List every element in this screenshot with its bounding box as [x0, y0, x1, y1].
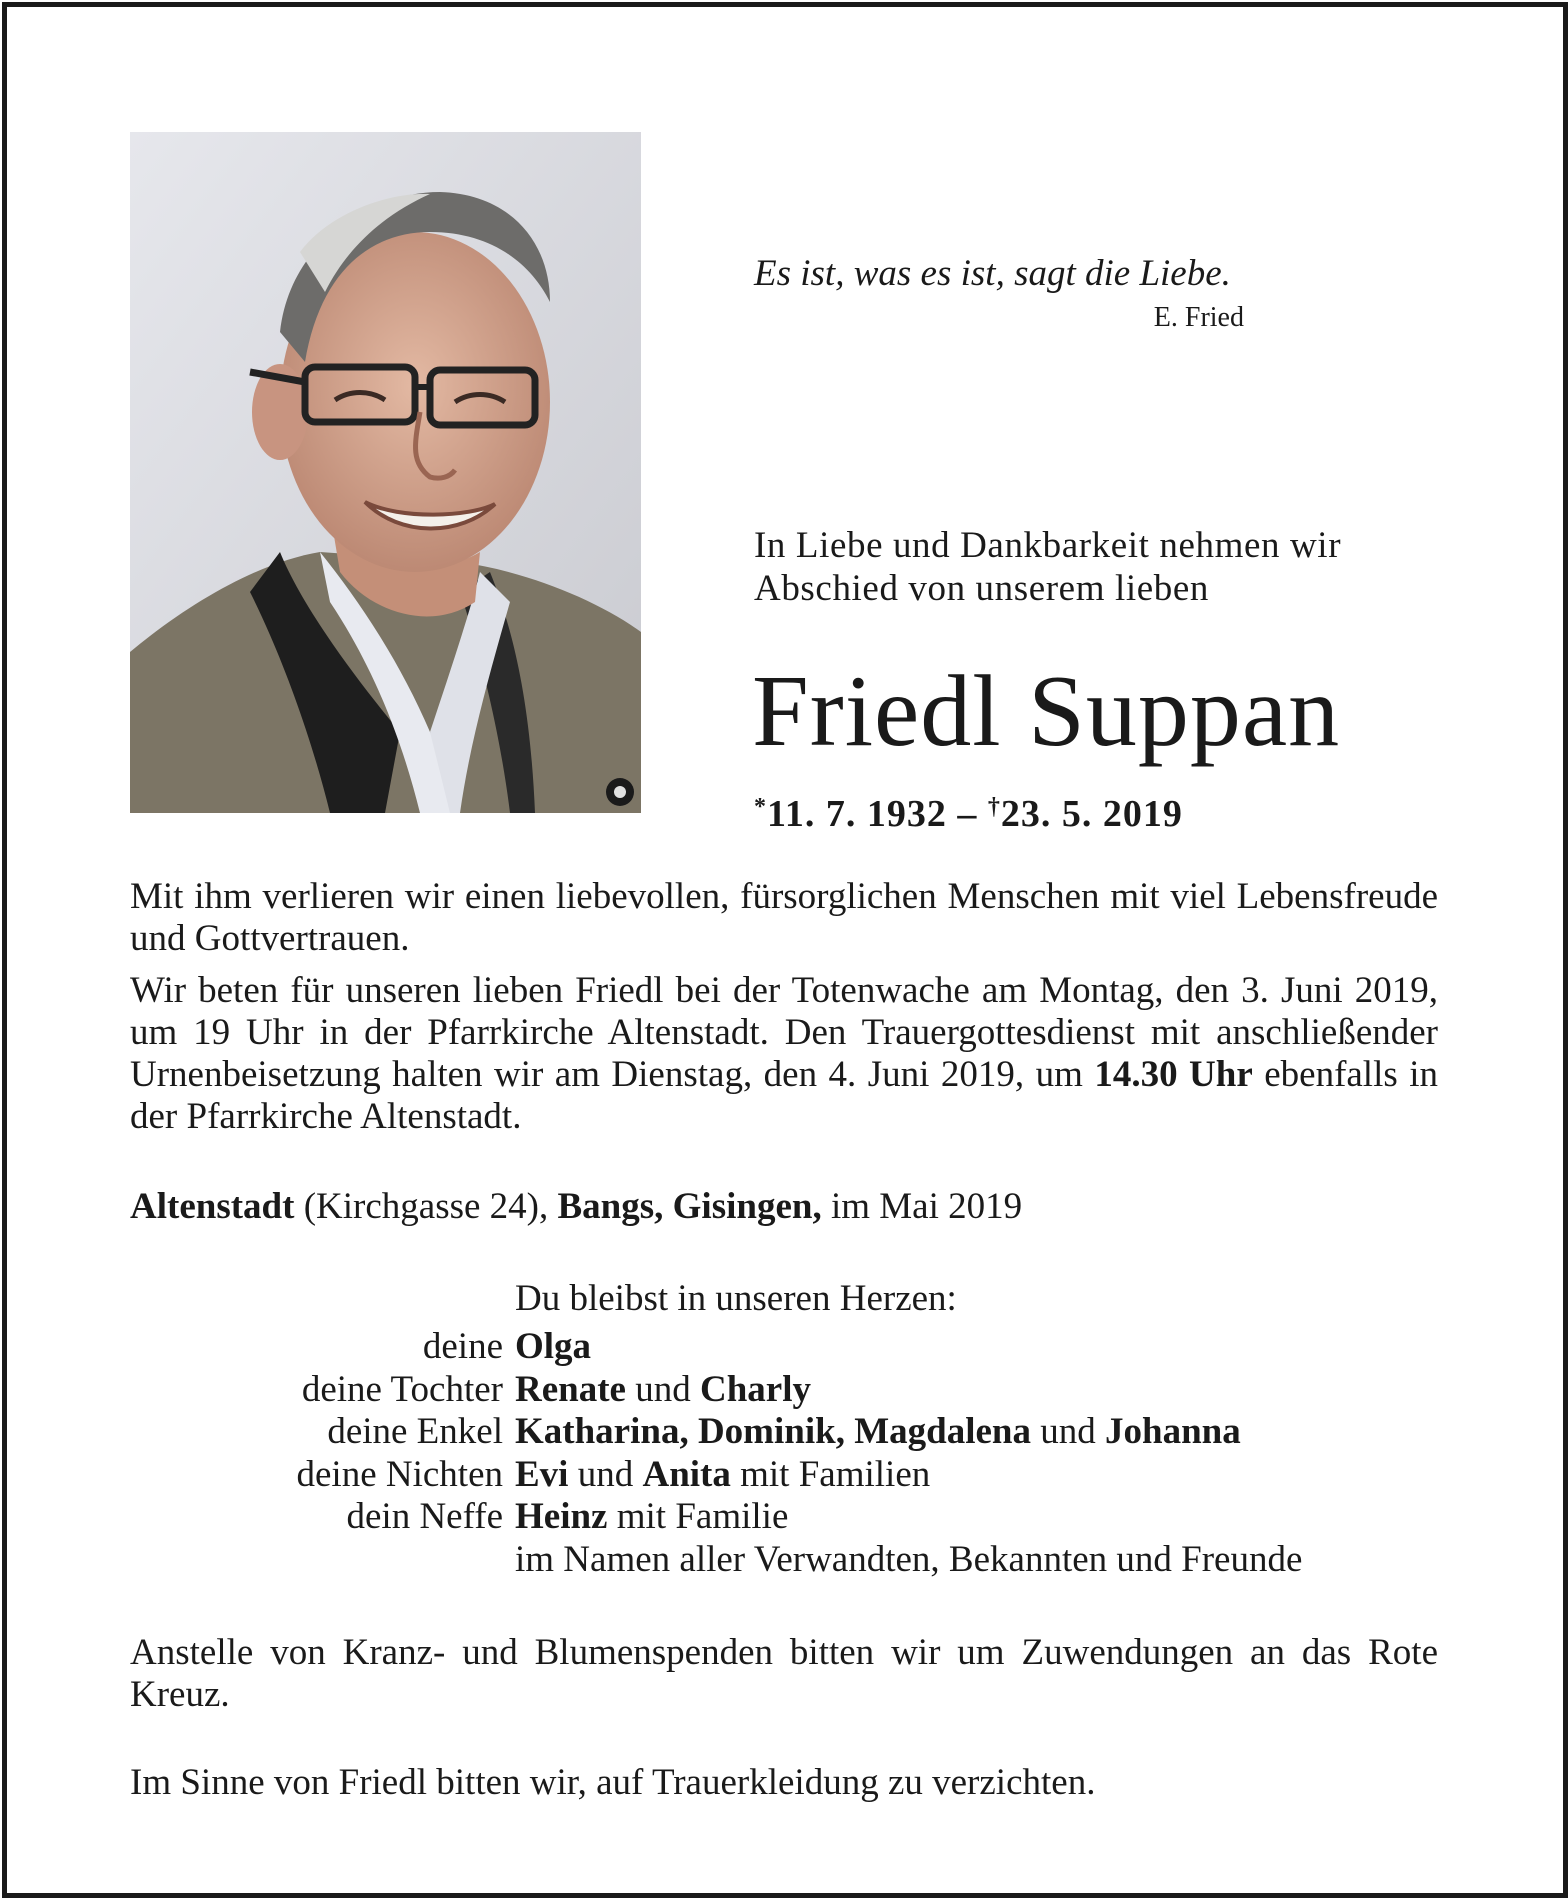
birth-date: 11. 7. 1932	[767, 793, 947, 835]
mourner-row	[130, 1326, 1450, 1369]
paragraph-services	[130, 970, 1438, 1138]
mourner-relation: deine Tochter	[301, 1368, 503, 1410]
place-address: (Kirchgasse 24),	[294, 1186, 558, 1227]
mourner-name: Anita	[642, 1453, 731, 1495]
mourner-name: Johanna	[1105, 1411, 1241, 1452]
mourner-connector: und	[568, 1453, 643, 1495]
death-date: 23. 5. 2019	[1000, 793, 1183, 835]
mourners-list	[130, 1326, 1450, 1581]
mourner-names	[515, 1326, 1450, 1369]
mourner-name: Charly	[699, 1368, 811, 1410]
mourner-connector: und	[1031, 1411, 1105, 1452]
intro-text	[754, 524, 1444, 610]
mourner-row	[130, 1539, 1450, 1582]
mourner-names	[515, 1454, 1450, 1497]
mourner-row	[130, 1411, 1450, 1454]
mourner-row	[130, 1454, 1450, 1497]
mourner-relation: deine Enkel	[327, 1411, 503, 1452]
mourner-name: Heinz	[515, 1496, 608, 1537]
mourner-name: Renate	[515, 1368, 626, 1410]
life-dates	[754, 784, 1183, 837]
place-others: Bangs, Gisingen,	[557, 1186, 822, 1227]
place-and-date	[130, 1186, 1438, 1228]
services-text-after: ebenfalls in der Pfarrkirche Altenstadt.	[130, 1054, 1439, 1137]
mourner-relation: dein Neffe	[346, 1496, 503, 1537]
closing-attire: Im Sinne von Friedl bitten wir, auf Trauerkleidung zu verzichten.	[130, 1762, 1096, 1803]
mourner-relation: deine	[422, 1326, 503, 1367]
quote-block	[754, 248, 1244, 334]
intro-line-1: In Liebe und Dankbarkeit nehmen wir	[754, 525, 1342, 566]
closing-donation: Anstelle von Kranz- und Blumenspenden bitten wir um Zuwendungen an das Rote Kreuz.	[130, 1632, 1438, 1715]
place-date: im Mai 2019	[821, 1186, 1023, 1227]
quote-author: E. Fried	[1153, 302, 1244, 333]
portrait-photo	[130, 132, 641, 813]
mourner-names	[515, 1369, 1450, 1412]
service-time: 14.30 Uhr	[1094, 1054, 1253, 1095]
date-separator: –	[946, 793, 988, 835]
paragraph-character-text: Mit ihm verlieren wir einen liebevollen, fürsorglichen Menschen mit viel Lebensfreude und Gottvertrauen.	[130, 876, 1438, 959]
mourner-row	[130, 1496, 1450, 1539]
paragraph-character	[130, 876, 1438, 960]
paragraph-services-text	[130, 970, 1438, 1138]
mourner-connector: mit Familie	[607, 1496, 789, 1537]
death-symbol: †	[987, 794, 1001, 820]
mourner-connector: und	[625, 1368, 700, 1410]
mourner-names	[515, 1496, 1450, 1539]
mourners-intro: Du bleibst in unseren Herzen:	[515, 1278, 957, 1319]
mourner-connector: im Namen aller Verwandten, Bekannten und Freunde	[515, 1538, 1303, 1580]
mourner-name: Evi	[515, 1453, 569, 1495]
mourner-name: Olga	[515, 1326, 592, 1367]
services-text-before: Wir beten für unseren lieben Friedl bei der Totenwache am Montag, den 3. Juni 2019, um 19 Uhr in der Pfarrkirche Altenstadt. Den Trauergottesdienst mit anschließender Urnenbeisetzung halten wir am Dienstag, den 4. Juni 2019, um	[130, 970, 1438, 1095]
portrait-illustration	[130, 132, 641, 813]
mourner-name: Katharina, Dominik, Magdalena	[515, 1411, 1031, 1452]
mourner-relation	[130, 1539, 515, 1582]
deceased-name: Friedl Suppan	[752, 655, 1341, 768]
mourner-names	[515, 1539, 1450, 1582]
place-town: Altenstadt	[130, 1186, 295, 1227]
mourner-names	[515, 1411, 1450, 1454]
intro-line-2: Abschied von unserem lieben	[754, 568, 1209, 609]
mourner-relation: deine Nichten	[296, 1453, 503, 1495]
quote-text: Es ist, was es ist, sagt die Liebe.	[754, 253, 1231, 294]
mourner-connector: mit Familien	[730, 1453, 931, 1495]
birth-symbol: *	[754, 794, 767, 820]
mourner-row	[130, 1369, 1450, 1412]
